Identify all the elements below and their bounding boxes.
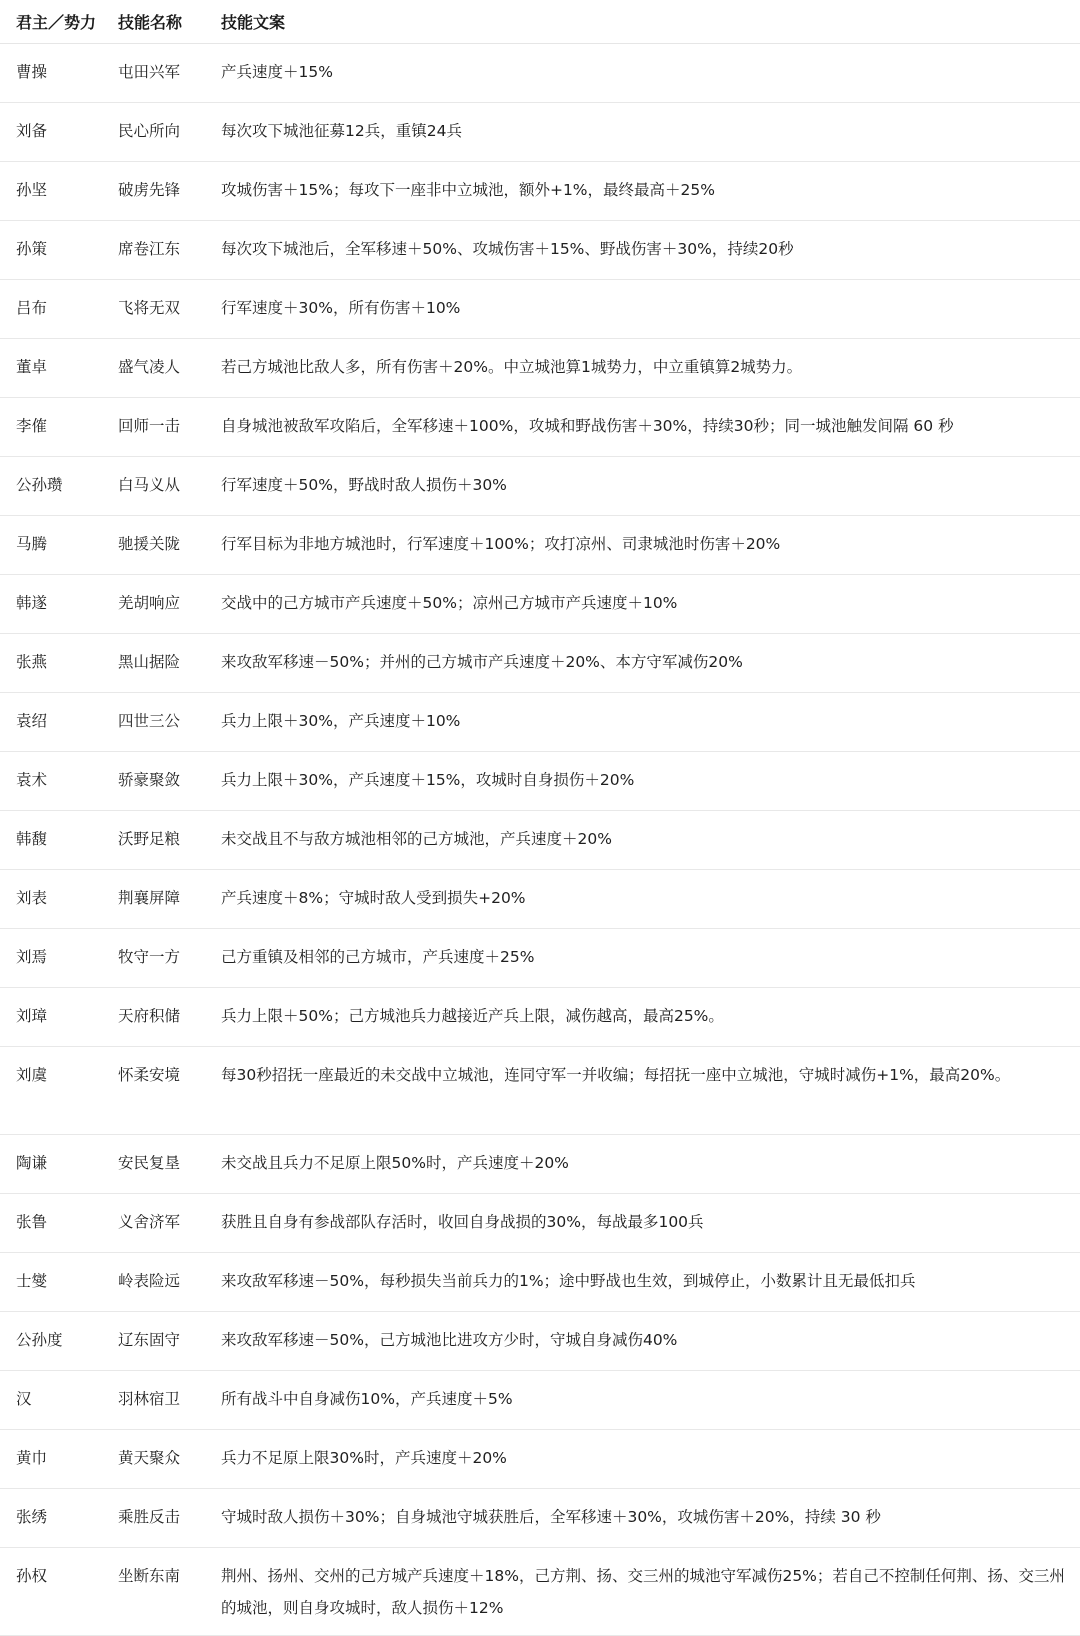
skill-name-cell: 辽东固守 [118, 1331, 181, 1349]
skill-text-cell: 荆州、扬州、交州的己方城产兵速度＋18%，己方荆、扬、交三州的城池守军减伤25%；若自己不控制任何荆、扬、交三州的城池，则自身攻城时，敌人损伤＋12% [221, 1567, 1065, 1617]
skill-text-cell: 若己方城池比敌人多，所有伤害＋20%。中立城池算1城势力，中立重镇算2城势力。 [221, 358, 803, 376]
table-row [0, 1312, 1080, 1371]
table-row [0, 1548, 1080, 1636]
table-row [0, 1194, 1080, 1253]
skill-name-cell: 骄豪聚敛 [118, 771, 181, 789]
skill-name-cell: 席卷江东 [118, 240, 181, 258]
skill-name-cell: 破虏先锋 [118, 181, 181, 199]
table-row [0, 811, 1080, 870]
skill-name-cell: 黄天聚众 [118, 1449, 181, 1467]
header-skill-name: 技能名称 [118, 0, 221, 44]
skill-name-cell: 坐断东南 [118, 1567, 181, 1585]
table-body [0, 44, 1080, 1636]
table-row [0, 1489, 1080, 1548]
lord-cell: 刘虞 [16, 1066, 48, 1084]
table-row [0, 221, 1080, 280]
lord-cell: 李傕 [16, 417, 48, 435]
table-row [0, 1253, 1080, 1312]
skill-name-cell: 牧守一方 [118, 948, 181, 966]
lord-cell: 汉 [16, 1390, 32, 1408]
skill-name-cell: 羽林宿卫 [118, 1390, 181, 1408]
skill-name-cell: 盛气凌人 [118, 358, 181, 376]
skill-name-cell: 白马义从 [118, 476, 181, 494]
skill-text-cell: 己方重镇及相邻的己方城市，产兵速度＋25% [221, 948, 535, 966]
skill-name-cell: 黑山据险 [118, 653, 181, 671]
lord-cell: 刘备 [16, 122, 48, 140]
skill-name-cell: 驰援关陇 [118, 535, 181, 553]
table-row [0, 870, 1080, 929]
table-row [0, 398, 1080, 457]
skill-name-cell: 四世三公 [118, 712, 181, 730]
lord-cell: 孙策 [16, 240, 48, 258]
table-row [0, 162, 1080, 221]
table-row [0, 339, 1080, 398]
lord-cell: 吕布 [16, 299, 48, 317]
skill-text-cell: 来攻敌军移速－50%；并州的己方城市产兵速度＋20%、本方守军减伤20% [221, 653, 743, 671]
skill-name-cell: 屯田兴军 [118, 63, 181, 81]
table-row [0, 929, 1080, 988]
skill-text-cell: 所有战斗中自身减伤10%，产兵速度＋5% [221, 1390, 513, 1408]
lord-cell: 黄巾 [16, 1449, 48, 1467]
skill-text-cell: 未交战且兵力不足原上限50%时，产兵速度＋20% [221, 1154, 569, 1172]
lord-cell: 张鲁 [16, 1213, 48, 1231]
skill-text-cell: 每30秒招抚一座最近的未交战中立城池，连同守军一并收编；每招抚一座中立城池，守城时减伤+1%，最高20%。 [221, 1066, 1011, 1084]
lord-cell: 陶谦 [16, 1154, 48, 1172]
table-row [0, 634, 1080, 693]
skill-text-cell: 自身城池被敌军攻陷后，全军移速＋100%，攻城和野战伤害＋30%，持续30秒；同一城池触发间隔 60 秒 [221, 417, 954, 435]
skill-text-cell: 行军速度＋50%，野战时敌人损伤＋30% [221, 476, 507, 494]
skill-text-cell: 交战中的己方城市产兵速度＋50%；凉州己方城市产兵速度＋10% [221, 594, 678, 612]
skill-text-cell: 行军速度＋30%，所有伤害＋10% [221, 299, 461, 317]
table-row [0, 1430, 1080, 1489]
table-row [0, 457, 1080, 516]
table-row [0, 1047, 1080, 1135]
table-row [0, 44, 1080, 103]
lord-cell: 袁绍 [16, 712, 48, 730]
skill-text-cell: 兵力上限＋30%，产兵速度＋10% [221, 712, 461, 730]
lord-cell: 曹操 [16, 63, 48, 81]
lord-cell: 张绣 [16, 1508, 48, 1526]
skill-name-cell: 岭表险远 [118, 1272, 181, 1290]
table-row [0, 1371, 1080, 1430]
skill-text-cell: 兵力上限＋50%；己方城池兵力越接近产兵上限，减伤越高，最高25%。 [221, 1007, 724, 1025]
lord-cell: 刘焉 [16, 948, 48, 966]
skill-name-cell: 回师一击 [118, 417, 181, 435]
lord-cell: 刘璋 [16, 1007, 48, 1025]
lord-cell: 袁术 [16, 771, 48, 789]
skill-text-cell: 未交战且不与敌方城池相邻的己方城池，产兵速度＋20% [221, 830, 612, 848]
skill-name-cell: 怀柔安境 [118, 1066, 181, 1084]
skill-name-cell: 天府积储 [118, 1007, 181, 1025]
table-row [0, 103, 1080, 162]
skill-name-cell: 飞将无双 [118, 299, 181, 317]
skill-name-cell: 羌胡响应 [118, 594, 181, 612]
lord-cell: 董卓 [16, 358, 48, 376]
table-row [0, 575, 1080, 634]
skill-name-cell: 民心所向 [118, 122, 181, 140]
skill-name-cell: 沃野足粮 [118, 830, 181, 848]
skill-text-cell: 产兵速度＋15% [221, 63, 333, 81]
lord-cell: 韩馥 [16, 830, 48, 848]
skill-name-cell: 安民复垦 [118, 1154, 181, 1172]
table-row [0, 1135, 1080, 1194]
lord-cell: 张燕 [16, 653, 48, 671]
skill-text-cell: 每次攻下城池后，全军移速＋50%、攻城伤害＋15%、野战伤害＋30%，持续20秒 [221, 240, 794, 258]
table-row [0, 988, 1080, 1047]
table-row [0, 752, 1080, 811]
table-row [0, 516, 1080, 575]
lord-cell: 韩遂 [16, 594, 48, 612]
skill-text-cell: 攻城伤害＋15%；每攻下一座非中立城池，额外+1%，最终最高＋25% [221, 181, 715, 199]
skill-text-cell: 获胜且自身有参战部队存活时，收回自身战损的30%，每战最多100兵 [221, 1213, 704, 1231]
skill-text-cell: 来攻敌军移速－50%，己方城池比进攻方少时，守城自身减伤40% [221, 1331, 678, 1349]
skill-name-cell: 义舍济军 [118, 1213, 181, 1231]
header-lord: 君主／势力 [0, 0, 118, 44]
table-row [0, 280, 1080, 339]
lord-cell: 公孙瓒 [16, 476, 63, 494]
lord-cell: 孙坚 [16, 181, 48, 199]
lord-cell: 孙权 [16, 1567, 48, 1585]
skill-text-cell: 来攻敌军移速－50%，每秒损失当前兵力的1%；途中野战也生效，到城停止，小数累计且无最低扣兵 [221, 1272, 916, 1290]
lord-cell: 公孙度 [16, 1331, 63, 1349]
header-skill-text: 技能文案 [221, 0, 1080, 44]
skill-text-cell: 行军目标为非地方城池时，行军速度＋100%；攻打凉州、司隶城池时伤害＋20% [221, 535, 781, 553]
skill-text-cell: 产兵速度＋8%；守城时敌人受到损失+20% [221, 889, 526, 907]
skill-name-cell: 乘胜反击 [118, 1508, 181, 1526]
skill-text-cell: 兵力上限＋30%，产兵速度＋15%，攻城时自身损伤＋20% [221, 771, 635, 789]
skill-name-cell: 荆襄屏障 [118, 889, 181, 907]
table-header-row [0, 0, 1080, 44]
skill-text-cell: 兵力不足原上限30%时，产兵速度＋20% [221, 1449, 507, 1467]
lord-cell: 士燮 [16, 1272, 48, 1290]
skill-text-cell: 每次攻下城池征募12兵，重镇24兵 [221, 122, 462, 140]
lord-cell: 刘表 [16, 889, 48, 907]
table-row [0, 693, 1080, 752]
skill-text-cell: 守城时敌人损伤＋30%；自身城池守城获胜后，全军移速＋30%，攻城伤害＋20%，持续 30 秒 [221, 1508, 881, 1526]
lord-cell: 马腾 [16, 535, 48, 553]
